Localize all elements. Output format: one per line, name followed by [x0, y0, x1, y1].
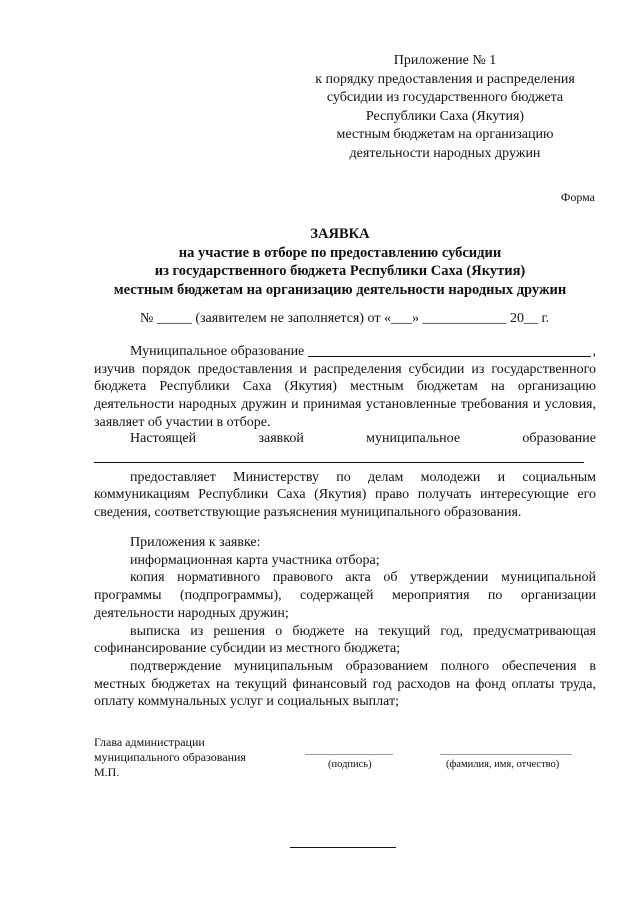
- consent-blank-line: [94, 448, 584, 463]
- consent-word: образование: [522, 431, 596, 446]
- attachment-item: выписка из решения о бюджете на текущий год, предусматривающая софинансирование субсидии из местного бюджета;: [94, 623, 596, 657]
- name-field-line: [440, 754, 572, 755]
- appendix-line: Республики Саха (Якутия): [365, 108, 525, 124]
- appendix-line: местным бюджетам на организацию: [336, 127, 554, 142]
- stamp-label: М.П.: [94, 765, 120, 779]
- form-label: Форма: [560, 190, 595, 204]
- municipality-blank: [308, 343, 590, 357]
- paragraph-applicant: [94, 343, 596, 432]
- title-line: на участие в отборе по предоставлению субсидии: [178, 244, 502, 261]
- title-line: местным бюджетам на организацию деятельности народных дружин: [113, 281, 567, 298]
- municipality-comma: ,: [592, 344, 596, 359]
- attachment-item: подтверждение муниципальным образованием полного обеспечения в местных бюджетах на текущий финансовый год расходов на фонд оплаты труда, оплату коммунальных услуг и социальных выплат;: [94, 658, 596, 710]
- title-main: ЗАЯВКА: [310, 226, 370, 242]
- paragraph-consent: [94, 430, 596, 522]
- attachments-section: [94, 534, 596, 711]
- appendix-header: [285, 52, 605, 163]
- appendix-line: Приложение № 1: [393, 53, 497, 68]
- attachment-item: информационная карта участника отбора;: [130, 552, 380, 568]
- signature-line-text: Глава администрации: [94, 735, 205, 749]
- title-line: из государственного бюджета Республики Саха (Якутия): [154, 263, 526, 279]
- attachments-heading: Приложения к заявке:: [130, 535, 261, 550]
- application-number-line: № _____ (заявителем не заполняется) от «___» ____________ 20__ г.: [140, 311, 550, 326]
- signature-caption: (подпись): [328, 759, 372, 770]
- consent-word: заявкой: [258, 431, 304, 446]
- consent-lead-line: [94, 430, 596, 448]
- paragraph-applicant-text: изучив порядок предоставления и распределения субсидии из государственного бюджета Республики Саха (Якутия) местным бюджетам на организацию деятельности народных дружин и принимая установленные требования и условия, заявляет об участии в отборе.: [94, 361, 596, 430]
- consent-word: Настоящей: [130, 431, 197, 446]
- municipality-label: Муниципальное образование: [130, 344, 305, 359]
- name-caption: (фамилия, имя, отчество): [446, 759, 560, 770]
- appendix-line: субсидии из государственного бюджета: [326, 90, 564, 105]
- paragraph-consent-text: предоставляет Министерству по делам молодежи и социальным коммуникациям Республики Саха (Якутия) право получать интересующие его сведения, соответствующие разъяснения муниципального образования.: [94, 469, 596, 521]
- signature-block: [94, 735, 246, 780]
- appendix-line: деятельности народных дружин: [349, 145, 541, 161]
- signature-field-line: [305, 754, 393, 755]
- municipality-line: [94, 343, 596, 361]
- document-title: [60, 225, 620, 299]
- consent-word: муниципальное: [366, 431, 461, 446]
- attachment-item: копия нормативного правового акта об утверждении муниципальной программы (подпрограммы), содержащей мероприятия по организации деятельности народных дружин;: [94, 570, 596, 621]
- end-rule: [290, 847, 396, 848]
- appendix-line: к порядку предоставления и распределения: [315, 71, 575, 87]
- signature-line-text: муниципального образования: [94, 750, 246, 764]
